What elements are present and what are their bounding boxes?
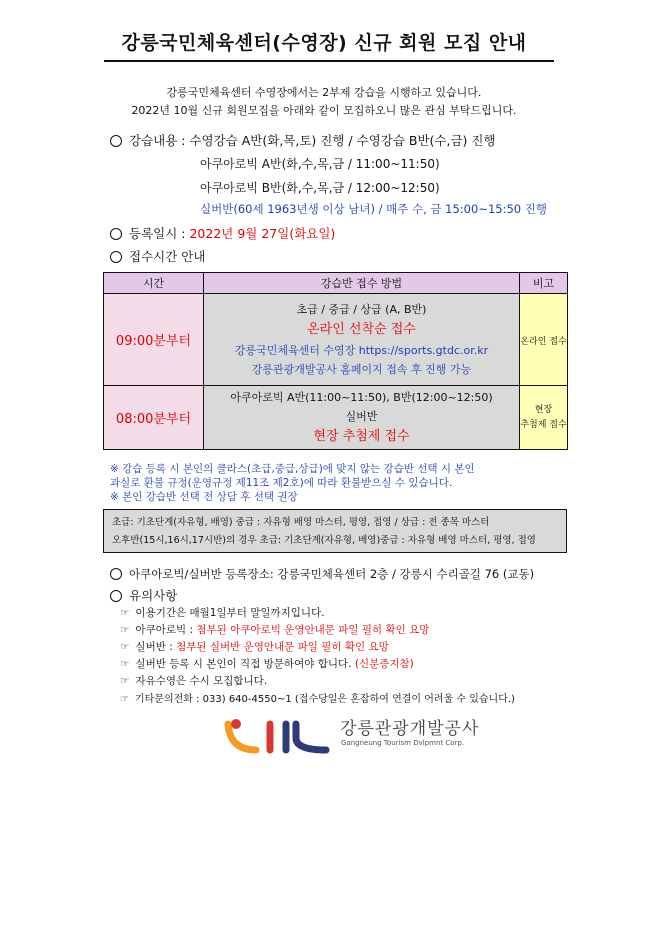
pointing-hand-icon: ☞: [120, 675, 130, 687]
reg-date-value: 2022년 9월 27일(화요일): [189, 226, 336, 241]
reception-table: [103, 272, 568, 450]
pointing-hand-icon: ☞: [120, 641, 130, 653]
lessons-silver: 실버반(60세 1963년생 이상 남녀) / 매주 수, 금 15:00~15:50 진행: [200, 202, 547, 216]
method-cell: [204, 386, 520, 450]
time-label: 09:00분부터: [115, 334, 192, 349]
logo-name-ko: 강릉관광개발공사: [340, 719, 480, 739]
notes-section: [110, 586, 177, 604]
intro-line-1: 강릉국민체육센터 수영장에서는 2부제 강습을 시행하고 있습니다.: [166, 86, 482, 99]
level-info-box: [103, 509, 567, 553]
classes-text: 아쿠아로빅 A반(11:00~11:50), B반(12:00~12:50): [230, 390, 493, 404]
lessons-swim: 수영강습 A반(화,목,토) 진행 / 수영강습 B반(수,금) 진행: [189, 133, 496, 148]
time-label: 08:00분부터: [115, 412, 192, 427]
table-header-row: [104, 273, 568, 294]
table-row: [104, 386, 568, 450]
note-cell: [520, 294, 568, 386]
circle-bullet-icon: [110, 590, 122, 602]
pointing-hand-icon: ☞: [120, 624, 130, 636]
circle-bullet-icon: [110, 251, 122, 263]
header-time: 시간: [104, 273, 204, 294]
lessons-aqua-b: 아쿠아로빅 B반(화,수,목,금 / 12:00~12:50): [200, 181, 440, 195]
note-cell: [520, 386, 568, 450]
reception-section: [110, 247, 205, 265]
note-label: 현장: [534, 404, 553, 415]
venue-text: 아쿠아로빅/실버반 등록장소: 강릉국민체육센터 2층 / 강릉시 수리골길 76 (교동): [129, 567, 535, 581]
note-item-1: ☞ 이용기간은 매월1일부터 말일까지입니다.: [120, 607, 325, 619]
note-item-2: ☞ 아쿠아로빅 : 첨부된 아쿠아로빅 운영안내문 파일 필히 확인 요망: [120, 624, 430, 636]
venue-section: [110, 566, 534, 582]
site-link[interactable]: 강릉국민체육센터 수영장 https://sports.gtdc.or.kr: [234, 344, 489, 357]
method-text: 온라인 선착순 접수: [307, 322, 416, 337]
intro-line-2: 2022년 10월 신규 회원모집을 아래와 같이 모집하오니 많은 관심 부탁드립니다.: [131, 104, 517, 117]
reception-title: 접수시간 안내: [129, 249, 206, 264]
table-row: [104, 294, 568, 386]
reg-date-label: 등록일시 :: [129, 226, 186, 241]
lessons-aqua-a: 아쿠아로빅 A반(화,수,목,금 / 11:00~11:50): [200, 157, 440, 171]
pointing-hand-icon: ☞: [120, 607, 130, 619]
note-item-5: ☞ 자유수영은 수시 모집합니다.: [120, 675, 268, 687]
warning-line-2: 과실로 환불 규정(운영규정 제11조 제2호)에 따라 환불받으실 수 있습니다.: [110, 477, 453, 489]
reg-date-section: [110, 224, 335, 242]
level-info-line: 오후반(15시,16시,17시반)의 경우 초급: 기초단계(자유형, 배영)중급 : 자유형 배영 마스터, 평영, 접영: [112, 535, 536, 546]
page-title: 강릉국민체육센터(수영장) 신규 회원 모집 안내: [121, 32, 527, 54]
level-info-line: 초급: 기초단계(자유형, 배영) 중급 : 자유형 배영 마스터, 평영, 접영 / 상급 : 전 종목 마스터: [112, 517, 490, 528]
circle-bullet-icon: [110, 568, 122, 580]
note-label: 온라인 접수: [520, 337, 567, 347]
silver-text: 실버반: [345, 409, 378, 423]
lessons-section: [110, 131, 496, 149]
method-cell: [204, 294, 520, 386]
title-underline: [104, 60, 554, 62]
pointing-hand-icon: ☞: [120, 658, 130, 670]
notes-title: 유의사항: [129, 588, 178, 603]
header-note: 비고: [520, 273, 568, 294]
logo-name-en: Gangneung Tourism Dvlpmnt Corp.: [341, 739, 465, 747]
warning-line-3: ※ 본인 강습반 선택 전 상담 후 선택 권장: [110, 491, 298, 503]
method-text: 현장 추첨제 접수: [313, 428, 410, 444]
note-item-4: ☞ 실버반 등록 시 본인이 직접 방문하여야 합니다. (신분증지참): [120, 658, 414, 670]
lessons-label: 강습내용 :: [129, 133, 186, 148]
note-item-6: ☞ 기타문의전화 : 033) 640-4550~1 (접수당일은 혼잡하여 연결이 어려울 수 있습니다.): [120, 694, 515, 705]
pointing-hand-icon: ☞: [120, 694, 129, 705]
note-item-3: ☞ 실버반 : 첨부된 실버반 운영안내문 파일 필히 확인 요망: [120, 641, 389, 653]
circle-bullet-icon: [110, 228, 122, 240]
circle-bullet-icon: [110, 135, 122, 147]
warning-line-1: ※ 강습 등록 시 본인의 클라스(초급,중급,상급)에 맞지 않는 강습반 선택 시 본인: [110, 463, 475, 475]
header-method: 강습반 접수 방법: [204, 273, 520, 294]
level-text: 초급 / 중급 / 상급 (A, B반): [296, 303, 427, 316]
site-note: 강릉관광개발공사 홈페이지 접속 후 진행 가능: [251, 363, 472, 376]
time-cell: [104, 294, 204, 386]
note-label: 추첨제 접수: [520, 419, 567, 430]
time-cell: [104, 386, 204, 450]
